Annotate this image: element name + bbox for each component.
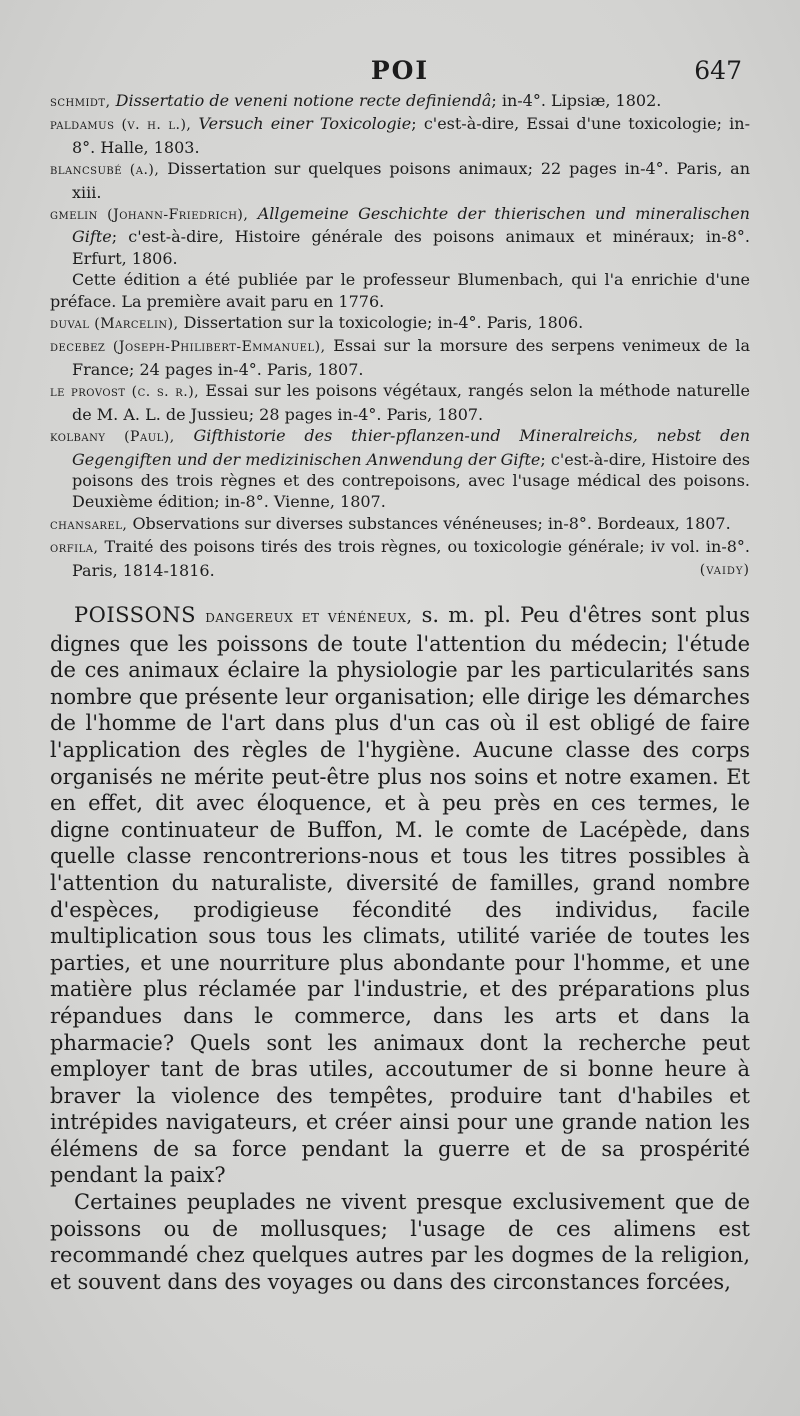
page-number: 647: [694, 56, 742, 85]
bib-entry-chansarel: [50, 513, 750, 536]
bib-details: Essai sur les poisons végétaux, rangés selon la méthode naturelle de M. A. L. de Jussieu; 28 pages in-4°. Paris, 1807.: [72, 381, 750, 424]
bib-details: ; c'est-à-dire, Histoire générale des poisons animaux et minéraux; in-8°. Erfurt, 1806.: [72, 227, 750, 268]
bib-author: duval (Marcelin),: [50, 316, 179, 333]
bib-entry-le-provost: [50, 380, 750, 425]
bib-author: orfila,: [50, 540, 99, 557]
bib-details: Traité des poisons tirés des trois règnes, ou toxicologie générale; iv vol. in-8°. Paris, 1814-1816.: [72, 537, 751, 580]
bib-details: ; c'est-à-dire, Essai d'une toxicologie; in-8°. Halle, 1803.: [72, 114, 750, 157]
article-paragraph-1: [50, 602, 750, 1189]
bib-entry-decebez: [50, 335, 750, 380]
bib-title: Dissertatio de veneni notione recte definiendâ: [115, 91, 492, 110]
bib-details: ; c'est-à-dire, Histoire des poisons des trois règnes et des contrepoisons, avec l'usage médical des poisons. Deuxième édition; in-8°. Vienne, 1807.: [72, 449, 750, 512]
bib-author: gmelin (Johann-Friedrich),: [50, 207, 249, 224]
article-body: [50, 602, 750, 1295]
headword-qualifier: dangereux et vénéneux,: [205, 607, 413, 627]
bib-author: decebez (Joseph-Philibert-Emmanuel),: [50, 339, 326, 356]
grammar-note: s. m. pl.: [421, 603, 511, 627]
paragraph-text: Peu d'êtres sont plus dignes que les poissons de toute l'attention du médecin; l'étude de ces animaux éclaire la physiologie par les particularités sans nombre que présente leur organisation; elle dirige les démarches de l'homme de l'art dans plus d'un cas où il est obligé de faire l'application des règles de l'hygiène. Aucune classe des corps organisés ne mérite peut-être plus nos soins et notre examen. Et en effet, dit avec éloquence, et à peu près en ces termes, le digne continuateur de Buffon, M. le comte de Lacépède, dans quelle classe rencontrerions-nous et tous les titres possibles à l'attention du naturaliste, diversité de familles, grand nombre d'espèces, prodigieuse fécondité des individus, facile multiplication sous tous les climats, utilité variée de toutes les parties, et une nourriture plus abondante pour l'homme, et une matière plus réclamée par l'industrie, et des préparations plus répandues dans le commerce, dans les arts et dans la pharmacie? Quels sont les animaux dont la recherche peut employer tant de bras utiles, accoutumer de si bonne heure à braver la violence des tempêtes, produire tant d'habiles et intrépides navigateurs, et créer ainsi pour une grande nation les élémens de sa force pendant la guerre et de sa prospérité pendant la paix?: [50, 603, 750, 1188]
bib-author: le provost (c. s. r.),: [50, 384, 200, 401]
bib-title: Versuch einer Toxicologie: [198, 114, 412, 134]
page-header: [0, 56, 800, 90]
bib-title: Gifthistorie des thier-pflanzen-und Mineralreichs, nebst den Gegengiften und der medizinischen Anwendung der Gifte: [72, 426, 751, 469]
bib-title: Allgemeine Geschichte der thierischen und mineralischen Gifte: [72, 204, 750, 247]
bib-details: Essai sur la morsure des serpens venimeux de la France; 24 pages in-4°. Paris, 1807.: [72, 336, 750, 379]
bib-entry-gmelin: [50, 203, 750, 269]
bib-details: Dissertation sur la toxicologie; in-4°. Paris, 1806.: [183, 313, 584, 333]
bib-entry-kolbany: [50, 425, 750, 513]
running-head: POI: [370, 56, 430, 85]
bib-author: chansarel,: [50, 516, 128, 533]
bib-author: blancsubé (a.),: [50, 162, 160, 179]
bib-details: Dissertation sur quelques poisons animaux; 22 pages in-4°. Paris, an xiii.: [72, 159, 751, 202]
bib-entry-paldamus: [50, 113, 750, 158]
bib-author: schmidt,: [50, 94, 111, 110]
bib-note-gmelin: Cette édition a été publiée par le professeur Blumenbach, qui l'a enrichie d'une préface. La première avait paru en 1776.: [50, 270, 750, 311]
bib-details: Observations sur diverses substances vénéneuses; in-8°. Bordeaux, 1807.: [132, 513, 731, 533]
bib-author: paldamus (v. h. l.),: [50, 117, 192, 134]
headword: POISSONS: [74, 603, 197, 627]
bib-entry-schmidt: [50, 90, 750, 113]
bib-entry-orfila: [50, 536, 750, 581]
bib-entry-blancsube: [50, 158, 750, 203]
signature: (vaidy): [699, 561, 750, 578]
bib-details: ; in-4°. Lipsiæ, 1802.: [491, 91, 662, 110]
bib-author: kolbany (Paul),: [50, 429, 175, 446]
bib-entry-duval: [50, 312, 750, 335]
article-paragraph-2: Certaines peuplades ne vivent presque exclusivement que de poissons ou de mollusques; l'usage de ces alimens est recommandé chez quelques autres par les dogmes de la religion, et souvent dans des voyages ou dans des circonstances forcées,: [50, 1190, 750, 1294]
bibliography-list: [50, 90, 750, 581]
